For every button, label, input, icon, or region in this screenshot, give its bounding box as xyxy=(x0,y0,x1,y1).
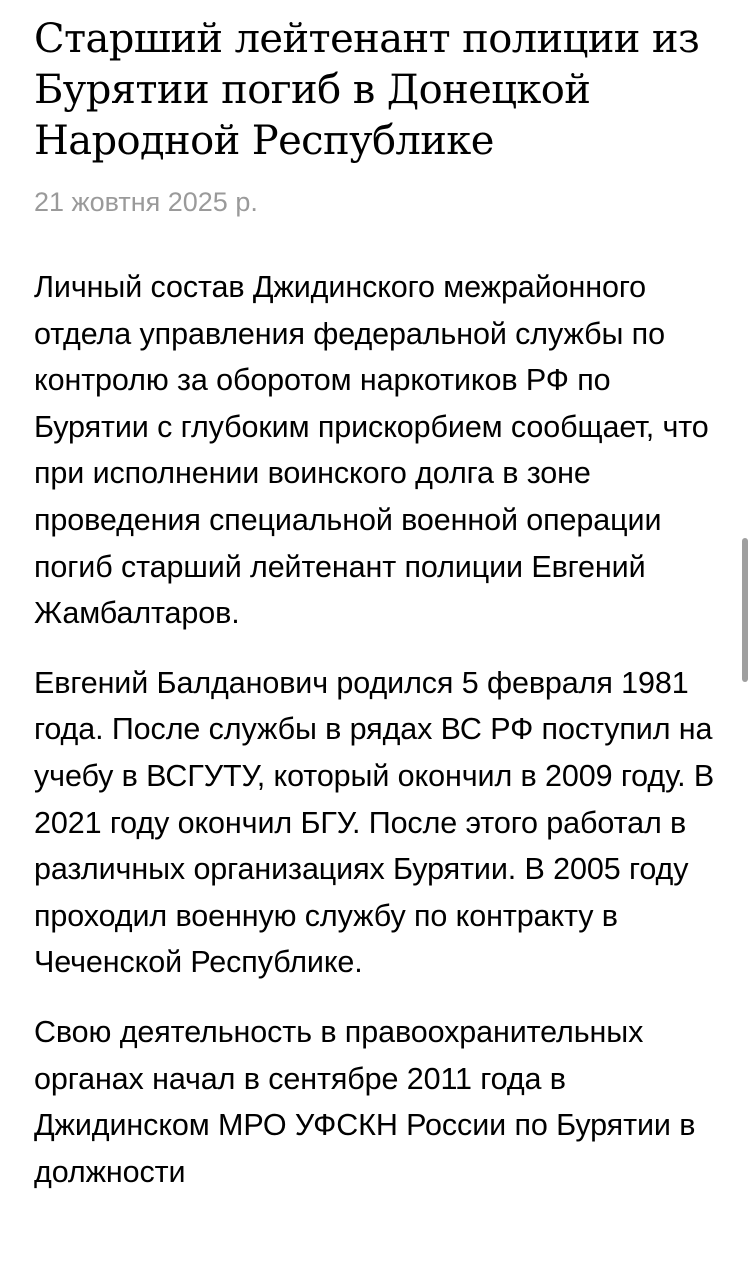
article-paragraph: Евгений Балданович родился 5 февраля 1981 года. После службы в рядах ВС РФ поступил на учебу в ВСГУТУ, который окончил в 2009 году. В 2021 году окончил БГУ. После этого работал в различных организациях Бурятии. В 2005 году проходил военную службу по контракту в Чеченской Республике. xyxy=(34,665,715,980)
vertical-scrollbar[interactable] xyxy=(742,538,748,682)
article-paragraph: Свою деятельность в правоохранительных органах начал в сентябре 2011 года в Джидинском МРО УФСКН России по Бурятии в должности xyxy=(34,1014,696,1189)
article-title: Старший лейтенант полиции из Бурятии погиб в Донецкой Народной Республике xyxy=(34,16,700,164)
article-paragraph: Личный состав Джидинского межрайонного отдела управления федеральной службы по контролю за оборотом наркотиков РФ по Бурятии с глубоким прискорбием сообщает, что при исполнении воинского долга в зоне проведения специальной военной операции погиб старший лейтенант полиции Евгений Жамбалтаров. xyxy=(34,270,709,631)
article xyxy=(34,14,722,1218)
article-date: 21 жовтня 2025 р. xyxy=(34,187,258,217)
article-body xyxy=(34,264,722,1195)
